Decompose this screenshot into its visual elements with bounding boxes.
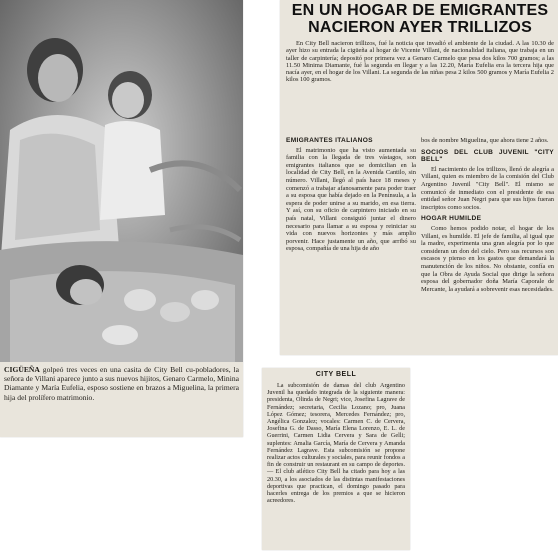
city-bell-text: La subcomisión de damas del club Argentino Juvenil ha quedado integrada de la siguiente manera: presidenta, Olinda de Negri; vice, Josefina Lagrave de Fernández; secretaria, Cecilia Lozano; pro, Juana López Gómez; tesorera, Mercedes Fernández; pro, Angélica Gonzalez; vocales: Carmen C. de Cervera, Josefina G. de Dasso, María Elena Lorenzo, E. L. de Guerrini, Carmen Lidia Cervera y Sara de Gelli; suplentes: Amalia García, María de Cervera y Amanda Fernández Lagrave. Esta subcomisión se propone realizar actos culturales y sociales, para reunir fondos a fin de construir un restaurant en su campo de deportes. — El club atlético City Bell ha citado para hoy a las 20.30, a los asociados de las distintas manifestaciones deportivas que practican, el domingo pasado para hacerles entrega de los premios a que se hicieron acreedores. [267,382,405,505]
article-headline: EN UN HOGAR DE EMIGRANTES NACIERON AYER TRILLIZOS [291,2,549,36]
photo-illustration [0,0,243,362]
lead-text: En City Bell nacieron trillizos, fué la noticia que invadió el ambiente de la ciudad. A las 10.30 de ayer hizo su entrada la cigüeña al hogar de Vicente Villani, de nacionalidad italiana, que trabaja en un taller de carpintería; depositó por primera vez a Genaro Carmelo que pesa dos kilos 700 gramos; a las 11.50 Minima Diamante, fué la segunda en llegar y a las 12.20, María Eufelia era la tercera hija que nacía ayer, en el hogar de los Villani. La segunda de las niñas pesa 2 kilos 500 gramos y María Eufelia 2 kilos 100 gramos. [286,40,554,84]
subhead-hogar: HOGAR HUMILDE [421,215,482,223]
caption-lead: CIGÜEÑA [4,365,40,374]
city-bell-body [267,382,405,504]
article-left-column [286,137,416,253]
subhead-emigrantes: EMIGRANTES ITALIANOS [286,137,373,144]
article-lead-paragraph [286,40,554,84]
article-clipping [280,0,558,355]
city-bell-heading: CITY BELL [315,371,357,378]
city-bell-clipping [262,368,410,550]
family-photograph [0,0,243,362]
caption-text: golpeó tres veces en una casita de City Bell cu-pobladores, la señora de Villani aparece junto a sus nuevos hijitos, Genaro Carmelo, Minina Diamante y María Eufelia, esposo sostiene en brazos a Miguelina, la primera hija del prolífero matrimonio. [4,365,239,402]
right-column-body-1: El nacimiento de los trillizos, llenó de alegría a Villani, quien es miembro de la comisión del Club Argentino Juvenil "City Bell". El mismo se comunicó de inmediato con el presidente de esa entidad señor Juan Negri para que sus hijos fueran inscriptos como socios. [421,165,554,211]
photo-caption [4,365,239,402]
right-column-intro: bos de nombre Miguelina, que ahora tiene 2 años. [421,137,549,144]
right-column-body-2: Como hemos podido notar, el hogar de los Villani, es humilde. El jefe de familia, al igual que la madre, experimenta una gran alegría por lo que consideran un don del cielo. Pero sus recursos son escasos y pienso en los gastos que demandará la manutención de los niños. No obstante, confía en que la Obra de Ayuda Social que dirige la señora esposa del gobernador doña María Caporale de Mercante, la ayudará a sobrevenir esas necesidades. [421,224,554,293]
photo-clipping [0,0,243,437]
article-right-column [421,137,554,293]
subhead-socios: SOCIOS DEL CLUB JUVENIL "CITY BELL" [421,148,554,164]
left-column-body: El matrimonio que ha visto aumentada su familia con la llegada de tres vástagos, son emigrantes italianos que se domicilian en la localidad de City Bell, en la Avenida Cantilo, sin número. Villani, llegó al país hace 18 meses y comenzó a trabajar afanosamente para poder traer a su esposa que había dejado en la Península, a la espera de poder unirse a su marido, en esa tierra. Y así, con su oficio de carpintero iniciado en su país natal, Villani consiguió juntar el dinero necesario para llamar a su esposa y reiniciar su vida con nuevos horizontes y más amplio porvenir. Hace justamente un año, que arribó su esposa, compañía de una hija de año [286,146,416,253]
